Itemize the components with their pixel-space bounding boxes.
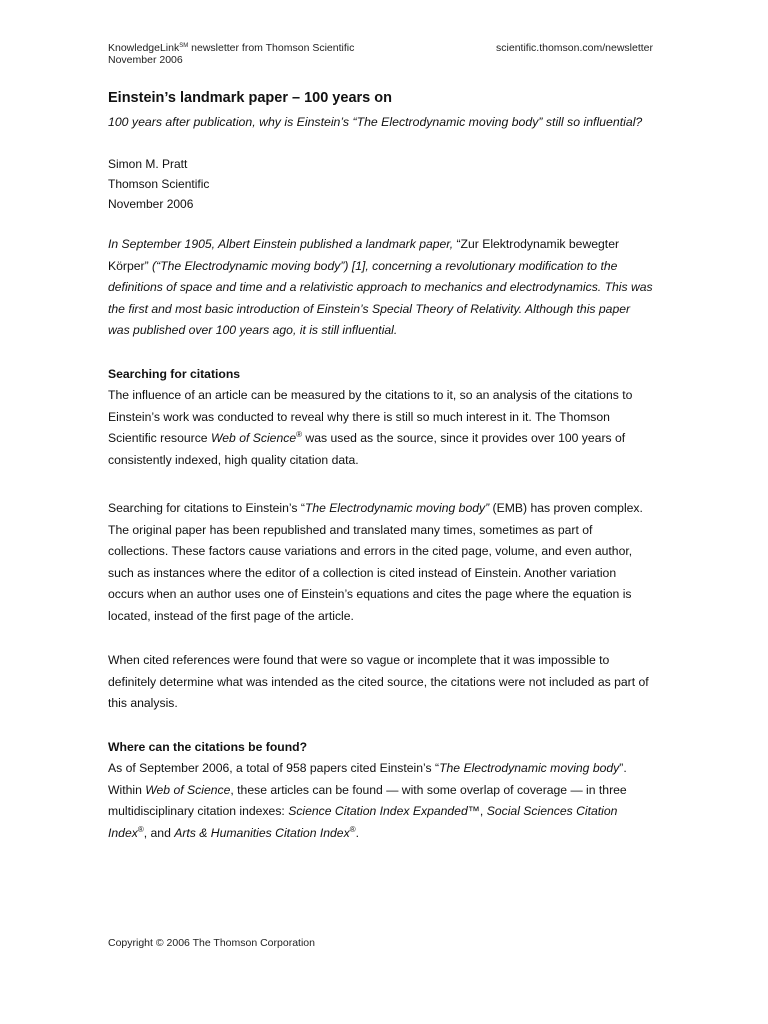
paper-title-ref: The Electrodynamic moving body” — [304, 501, 490, 515]
registered-mark: ® — [137, 824, 144, 834]
paragraph-exclusions: When cited references were found that were so vague or incomplete that it was impossible to definitely determine what was intended as the cited source, the citations were not included as part of this analysis. — [108, 653, 649, 711]
sci-index-ref: Science Citation Index Expanded™ — [288, 804, 480, 819]
registered-mark: ® — [349, 824, 356, 834]
copyright-footer: Copyright © 2006 The Thomson Corporation — [108, 937, 315, 949]
newsletter-title — [108, 42, 354, 54]
brand-name: KnowledgeLink — [108, 42, 180, 54]
paragraph-complexity: Searching for citations to Einstein’s “The Electrodynamic moving body” (EMB) has proven complex. The original paper has been republished and translated many times, sometimes as part of collections. These factors cause variations and errors in the cited page, volume, and even author, such as instances where the editor of a collection is cited instead of Einstein. Another variation occurs when an author uses one of Einstein’s equations and cites the page where the equation is located, instead of the first page of the article. — [108, 501, 643, 623]
registered-mark: ® — [296, 430, 303, 440]
section-heading-searching: Searching for citations — [108, 367, 241, 381]
intro-paragraph: In September 1905, Albert Einstein published a landmark paper, “Zur Elektrodynamik bewegter Körper” (“The Electrodynamic moving body”) [1], concerning a revolutionary modification to the definitions of space and time and a relativistic approach to mechanics and electrodynamics. This was the first and most basic introduction of Einstein’s Special Theory of Relativity. Although this paper was published over 100 years ago, it is still influential. — [108, 237, 653, 338]
author-block — [108, 155, 209, 214]
document-page — [108, 0, 653, 1024]
ahci-index-ref: Arts & Humanities Citation Index — [174, 825, 350, 840]
author-name: Simon M. Pratt — [108, 157, 188, 171]
newsletter-date: November 2006 — [108, 54, 183, 66]
brand-suffix: newsletter from Thomson Scientific — [188, 42, 355, 54]
paragraph-indexes: As of September 2006, a total of 958 papers cited Einstein’s “The Electrodynamic moving body”. Within Web of Science, these articles can be found — with some overlap of coverage — in three multidisciplinary citation indexes: Science Citation Index Expanded™, Social Sciences Citation Index®, and Arts & Humanities Citation Index®. — [108, 761, 627, 840]
article-title: Einstein’s landmark paper – 100 years on — [108, 90, 392, 106]
article-subtitle: 100 years after publication, why is Einstein’s “The Electrodynamic moving body” still so influential? — [108, 115, 643, 129]
newsletter-header — [108, 42, 354, 66]
web-of-science-ref: Web of Science — [145, 782, 231, 797]
service-mark: SM — [179, 43, 189, 49]
article-date: November 2006 — [108, 196, 194, 211]
paragraph-influence: The influence of an article can be measured by the citations to it, so an analysis of the citations to Einstein’s work was conducted to reveal why there is still so much interest in it. The Thomson Scientific resource Web of Science® was used as the source, since it provides over 100 years of consistently indexed, high quality citation data. — [108, 388, 633, 467]
newsletter-url[interactable]: scientific.thomson.com/newsletter — [496, 42, 653, 54]
section-heading-where: Where can the citations be found? — [108, 740, 308, 754]
web-of-science-ref: Web of Science — [210, 431, 297, 446]
author-organization: Thomson Scientific — [108, 176, 210, 191]
paper-title-ref: The Electrodynamic moving body — [439, 761, 620, 775]
ssci-index-ref: Social Sciences Citation Index — [108, 804, 618, 840]
original-title: “Zur Elektrodynamik bewegter Körper” — [108, 237, 620, 273]
